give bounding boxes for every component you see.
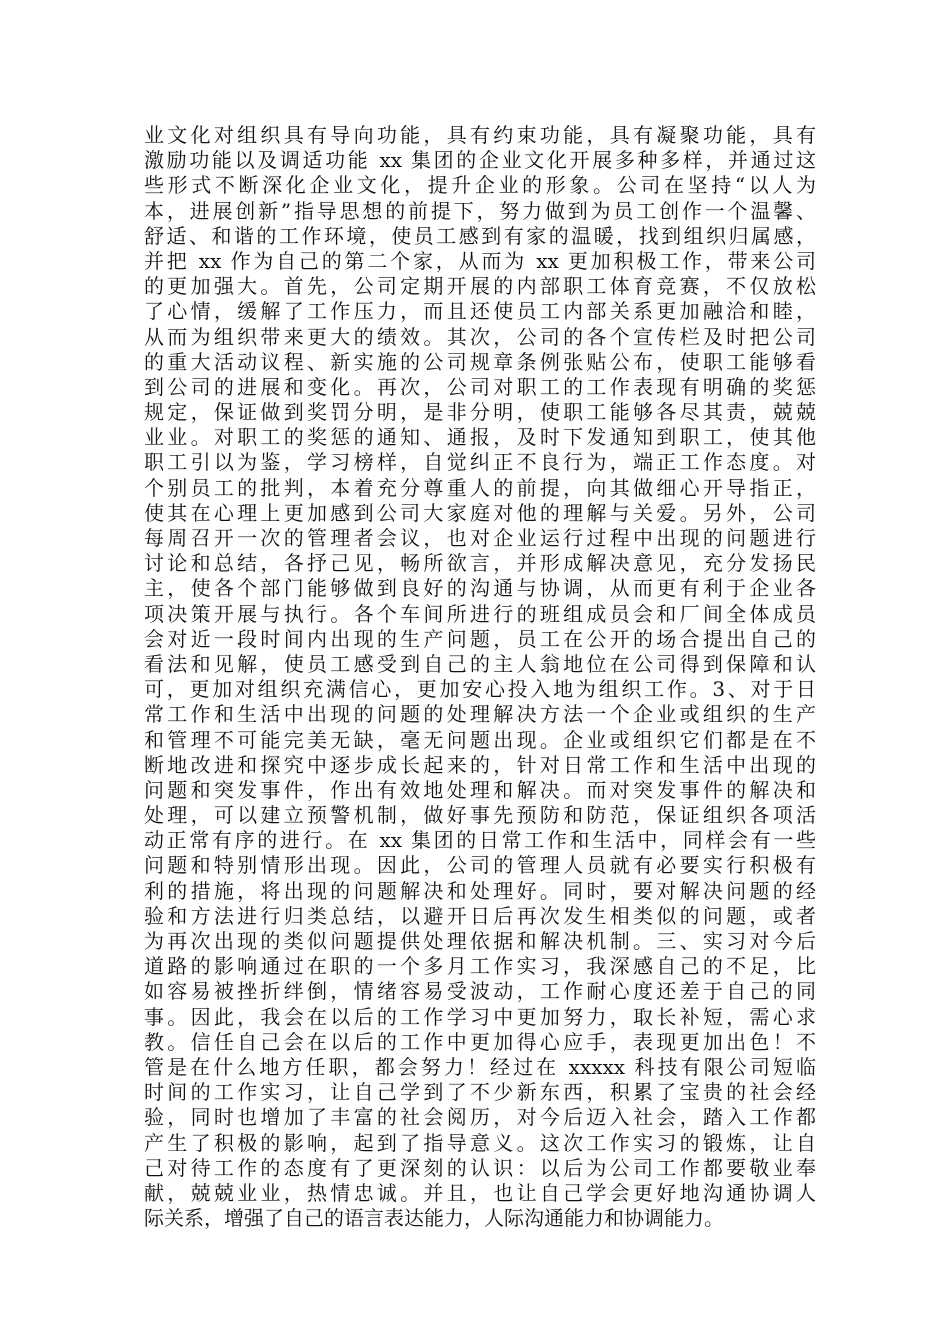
text-line: 本，进展创新”指导思想的前提下，努力做到为员工创作一个温馨、 [144,198,816,223]
text-line: 验和方法进行归类总结，以避开日后再次发生相类似的问题，或者 [144,903,816,928]
text-line: 事。因此，我会在以后的工作学习中更加努力，取长补短，需心求 [144,1004,816,1029]
text-line: 看法和见解，使员工感受到自己的主人翁地位在公司得到保障和认 [144,651,816,676]
text-line: 处理，可以建立预警机制，做好事先预防和防范，保证组织各项活 [144,803,816,828]
text-line: 道路的影响通过在职的一个多月工作实习，我深感自己的不足，比 [144,954,816,979]
text-line: 问题和特别情形出现。因此，公司的管理人员就有必要实行积极有 [144,853,816,878]
text-line: 管是在什么地方任职，都会努力！经过在 xxxxx 科技有限公司短临 [144,1054,816,1079]
text-line: 为再次出现的类似问题提供处理依据和解决机制。三、实习对今后 [144,929,816,953]
text-line: 每周召开一次的管理者会议，也对企业运行过程中出现的问题进行 [144,526,816,550]
text-line: 个别员工的批判，本着充分尊重人的前提，向其做细心开导指正， [144,475,816,500]
text-line: 业业。对职工的奖惩的通知、通报，及时下发通知到职工，使其他 [144,425,816,450]
text-line: 从而为组织带来更大的绩效。其次，公司的各个宣传栏及时把公司 [144,324,816,349]
text-line: 职工引以为鉴，学习榜样，自觉纠正不良行为，端正工作态度。对 [144,450,816,475]
text-line: 产生了积极的影响，起到了指导意义。这次工作实习的锻炼，让自 [144,1130,816,1155]
text-line: 可，更加对组织充满信心，更加安心投入地为组织工作。3、对于日 [144,677,816,702]
body-text [144,123,816,1231]
text-line: 如容易被挫折绊倒，情绪容易受波动，工作耐心度还差于自己的同 [144,979,816,1004]
text-line: 利的措施，将出现的问题解决和处理好。同时，要对解决问题的经 [144,878,816,903]
text-line: 问题和突发事件，作出有效地处理和解决。而对突发事件的解决和 [144,777,816,802]
text-line: 到公司的进展和变化。再次，公司对职工的工作表现有明确的奖惩 [144,374,816,399]
text-line: 际关系，增强了自己的语言表达能力，人际沟通能力和协调能力。 [144,1206,724,1231]
text-line: 激励功能以及调适功能 xx 集团的企业文化开展多种多样，并通过这 [144,148,816,173]
text-line: 讨论和总结，各抒己见，畅所欲言，并形成解决意见，充分发扬民 [144,551,816,576]
text-line: 了心情，缓解了工作压力，而且还使员工内部关系更加融洽和睦， [144,299,816,324]
text-line: 献，兢兢业业，热情忠诚。并且，也让自己学会更好地沟通协调人 [144,1180,816,1205]
text-line: 常工作和生活中出现的问题的处理解决方法一个企业或组织的生产 [144,702,816,727]
text-line: 的更加强大。首先，公司定期开展的内部职工体育竞赛，不仅放松 [144,274,816,299]
text-line: 动正常有序的进行。在 xx 集团的日常工作和生活中，同样会有一些 [144,828,816,853]
text-line: 规定，保证做到奖罚分明，是非分明，使职工能够各尽其责，兢兢 [144,400,816,425]
text-line: 时间的工作实习，让自己学到了不少新东西，积累了宝贵的社会经 [144,1080,816,1105]
text-line: 会对近一段时间内出现的生产问题，员工在公开的场合提出自己的 [144,626,816,651]
text-line: 主，使各个部门能够做到良好的沟通与协调，从而更有利于企业各 [144,576,816,601]
text-line: 己对待工作的态度有了更深刻的认识：以后为公司工作都要敬业奉 [144,1155,816,1180]
text-line: 教。信任自己会在以后的工作中更加得心应手，表现更加出色！不 [144,1029,816,1054]
text-line: 些形式不断深化企业文化，提升企业的形象。公司在坚持“以人为 [144,173,816,198]
text-line: 的重大活动议程、新实施的公司规章条例张贴公布，使职工能够看 [144,349,816,374]
text-line: 使其在心理上更加感到公司大家庭对他的理解与关爱。另外，公司 [144,500,816,525]
text-line: 并把 xx 作为自己的第二个家，从而为 xx 更加积极工作，带来公司 [144,248,816,273]
text-line: 和管理不可能完美无缺，毫无问题出现。企业或组织它们都是在不 [144,727,816,752]
text-line: 项决策开展与执行。各个车间所进行的班组成员会和厂间全体成员 [144,601,816,626]
text-line: 业文化对组织具有导向功能，具有约束功能，具有凝聚功能，具有 [144,123,816,147]
text-line: 验，同时也增加了丰富的社会阅历，对今后迈入社会，踏入工作都 [144,1105,816,1130]
text-line: 断地改进和探究中逐步成长起来的，针对日常工作和生活中出现的 [144,752,816,777]
text-line: 舒适、和谐的工作环境，使员工感到有家的温暖，找到组织归属感， [144,223,816,248]
